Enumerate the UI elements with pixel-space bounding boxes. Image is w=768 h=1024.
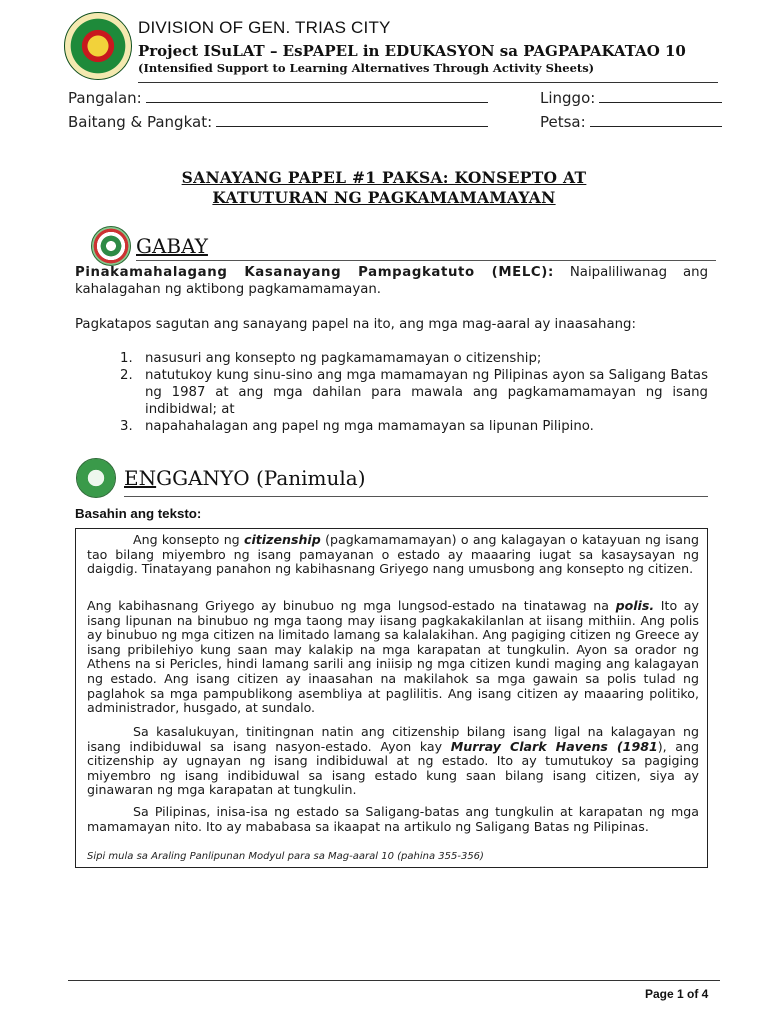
leaf-icon	[76, 458, 116, 498]
objective-text: napahahalagan ang papel ng mga mamamayan sa lipunan Pilipino.	[145, 419, 594, 434]
p1-rest: (pagkamamamayan) o ang kalagayan o katayuan ng isang tao bilang miyembro ng isang pamayanan o estado ay maaaring iugat sa kasaysayan ng daigdig. Tinatayang panahon ng kabihasnang Griyego nang umusbong ang konsepto ng citizen.	[87, 532, 699, 577]
worksheet-title-line2: KATUTURAN NG PAGKAMAMAMAYAN	[212, 188, 556, 207]
objective-number: 3.	[120, 419, 133, 434]
linggo-label: Linggo:	[540, 89, 596, 107]
page-number: Page 1 of 4	[645, 987, 709, 1001]
pangalan-label: Pangalan:	[68, 89, 142, 107]
reading-paragraph-3	[87, 725, 699, 798]
objective-number: 2.	[120, 368, 133, 383]
melc-text: Naipaliliwanag ang kahalagahan ng aktibong pagkamamamayan.	[75, 265, 709, 297]
objective-text: natutukoy kung sinu-sino ang mga mamamayan ng Pilipinas ayon sa Saligang Batas ng 1987 at ang mga dahilan para mawala ang pagkamamamayan ng isang indibidwal; at	[145, 368, 708, 417]
p1-start: Ang konsepto ng	[133, 532, 244, 547]
baitang-field	[68, 112, 488, 131]
reading-textbox	[75, 528, 708, 868]
p2-polis: polis.	[615, 598, 655, 613]
baitang-blank[interactable]	[216, 112, 488, 127]
linggo-field	[540, 88, 722, 107]
reading-paragraph-2	[87, 599, 699, 716]
project-subtitle: (Intensified Support to Learning Alternatives Through Activity Sheets)	[138, 61, 595, 75]
pangalan-field	[68, 88, 488, 107]
worksheet-title-line1: SANAYANG PAPEL #1 PAKSA: KONSEPTO AT	[181, 168, 587, 187]
melc-paragraph	[75, 264, 708, 298]
header-divider	[138, 82, 718, 83]
reading-paragraph-4: Sa Pilipinas, inisa-isa ng estado sa Saligang-batas ang tungkulin at karapatan ng mga mamamayan nito. Ito ay mababasa sa ikaapat na artikulo ng Saligang Batas ng Pilipinas.	[87, 804, 699, 834]
p3-rest: ), ang citizenship ay ugnayan ng isang indibiduwal at ng estado. Ito ay tumutukoy sa pagiging miyembro ng isang indibiduwal sa isang estado kung saan bilang isang citizen, siya ay ginawaran ng mga karapatan at tungkulin.	[87, 738, 699, 798]
p1-citizenship: citizenship	[244, 532, 321, 547]
objective-text: nasusuri ang konsepto ng pagkamamamayan o citizenship;	[145, 351, 542, 366]
melc-label: Pinakamahalagang Kasanayang Pampagkatuto (MELC):	[75, 265, 554, 280]
gabay-divider	[136, 260, 716, 261]
linggo-blank[interactable]	[599, 88, 722, 103]
division-name: DIVISION OF GEN. TRIAS CITY	[138, 18, 391, 37]
p3-author: Murray Clark Havens (1981	[450, 738, 658, 754]
gabay-heading: GABAY	[136, 234, 208, 258]
p3-start: Sa kasalukuyan, tinitingnan natin ang citizenship bilang isang ligal na kalagayan ng isang indibiduwal sa isang nasyon-estado. Ayon kay	[87, 724, 699, 754]
reading-source-citation: Sipi mula sa Araling Panlipunan Modyul para sa Mag-aaral 10 (pahina 355-356)	[87, 851, 484, 862]
engganyo-heading	[124, 466, 366, 490]
objective-number: 1.	[120, 351, 133, 366]
p2-start: Ang kabihasnang Griyego ay binubuo ng mga lungsod-estado na tinatawag na	[87, 598, 616, 613]
p2-rest: Ito ay isang lipunan na binubuo ng mga taong may iisang pagkakakilanlan at iisang mithiin. Ang polis ay binubuo ng mga citizen na limitado lamang sa kalalakihan. Ang pagiging citizen ng Greece ay isang pribilehiyo kung saan may kalakip na mga karapatan at tungkulin. Ayon sa orador ng Athens na si Pericles, hindi lamang sarili ang iniisip ng mga citizen kundi maging ang kalagayan ng estado. Ang isang citizen ay inaasahan na makilahok sa mga gawain sa polis tulad ng paglahok sa mga pampublikong asembliya at paglilitis. Ang isang citizen ay maaaring politiko, administrador, husgado, at sundalo.	[87, 598, 699, 716]
objective-item	[120, 418, 708, 435]
target-icon	[91, 226, 131, 266]
objective-item	[120, 367, 708, 418]
footer-divider	[68, 980, 720, 981]
basahin-label: Basahin ang teksto:	[75, 506, 202, 521]
petsa-field	[540, 112, 722, 131]
objectives-intro: Pagkatapos sagutan ang sanayang papel na ito, ang mga mag-aaral ay inaasahang:	[75, 317, 636, 332]
engganyo-heading-underlined: EN	[124, 466, 157, 490]
project-title: Project ISuLAT – EsPAPEL in EDUKASYON sa PAGPAPAKATAO 10	[138, 42, 686, 60]
engganyo-divider	[124, 496, 708, 497]
pangalan-blank[interactable]	[146, 88, 488, 103]
objective-item	[120, 350, 708, 367]
division-seal-logo	[64, 12, 132, 80]
engganyo-heading-rest: GGANYO (Panimula)	[156, 466, 366, 490]
petsa-label: Petsa:	[540, 113, 586, 131]
baitang-label: Baitang & Pangkat:	[68, 113, 213, 131]
petsa-blank[interactable]	[590, 112, 722, 127]
reading-paragraph-1	[87, 533, 699, 577]
